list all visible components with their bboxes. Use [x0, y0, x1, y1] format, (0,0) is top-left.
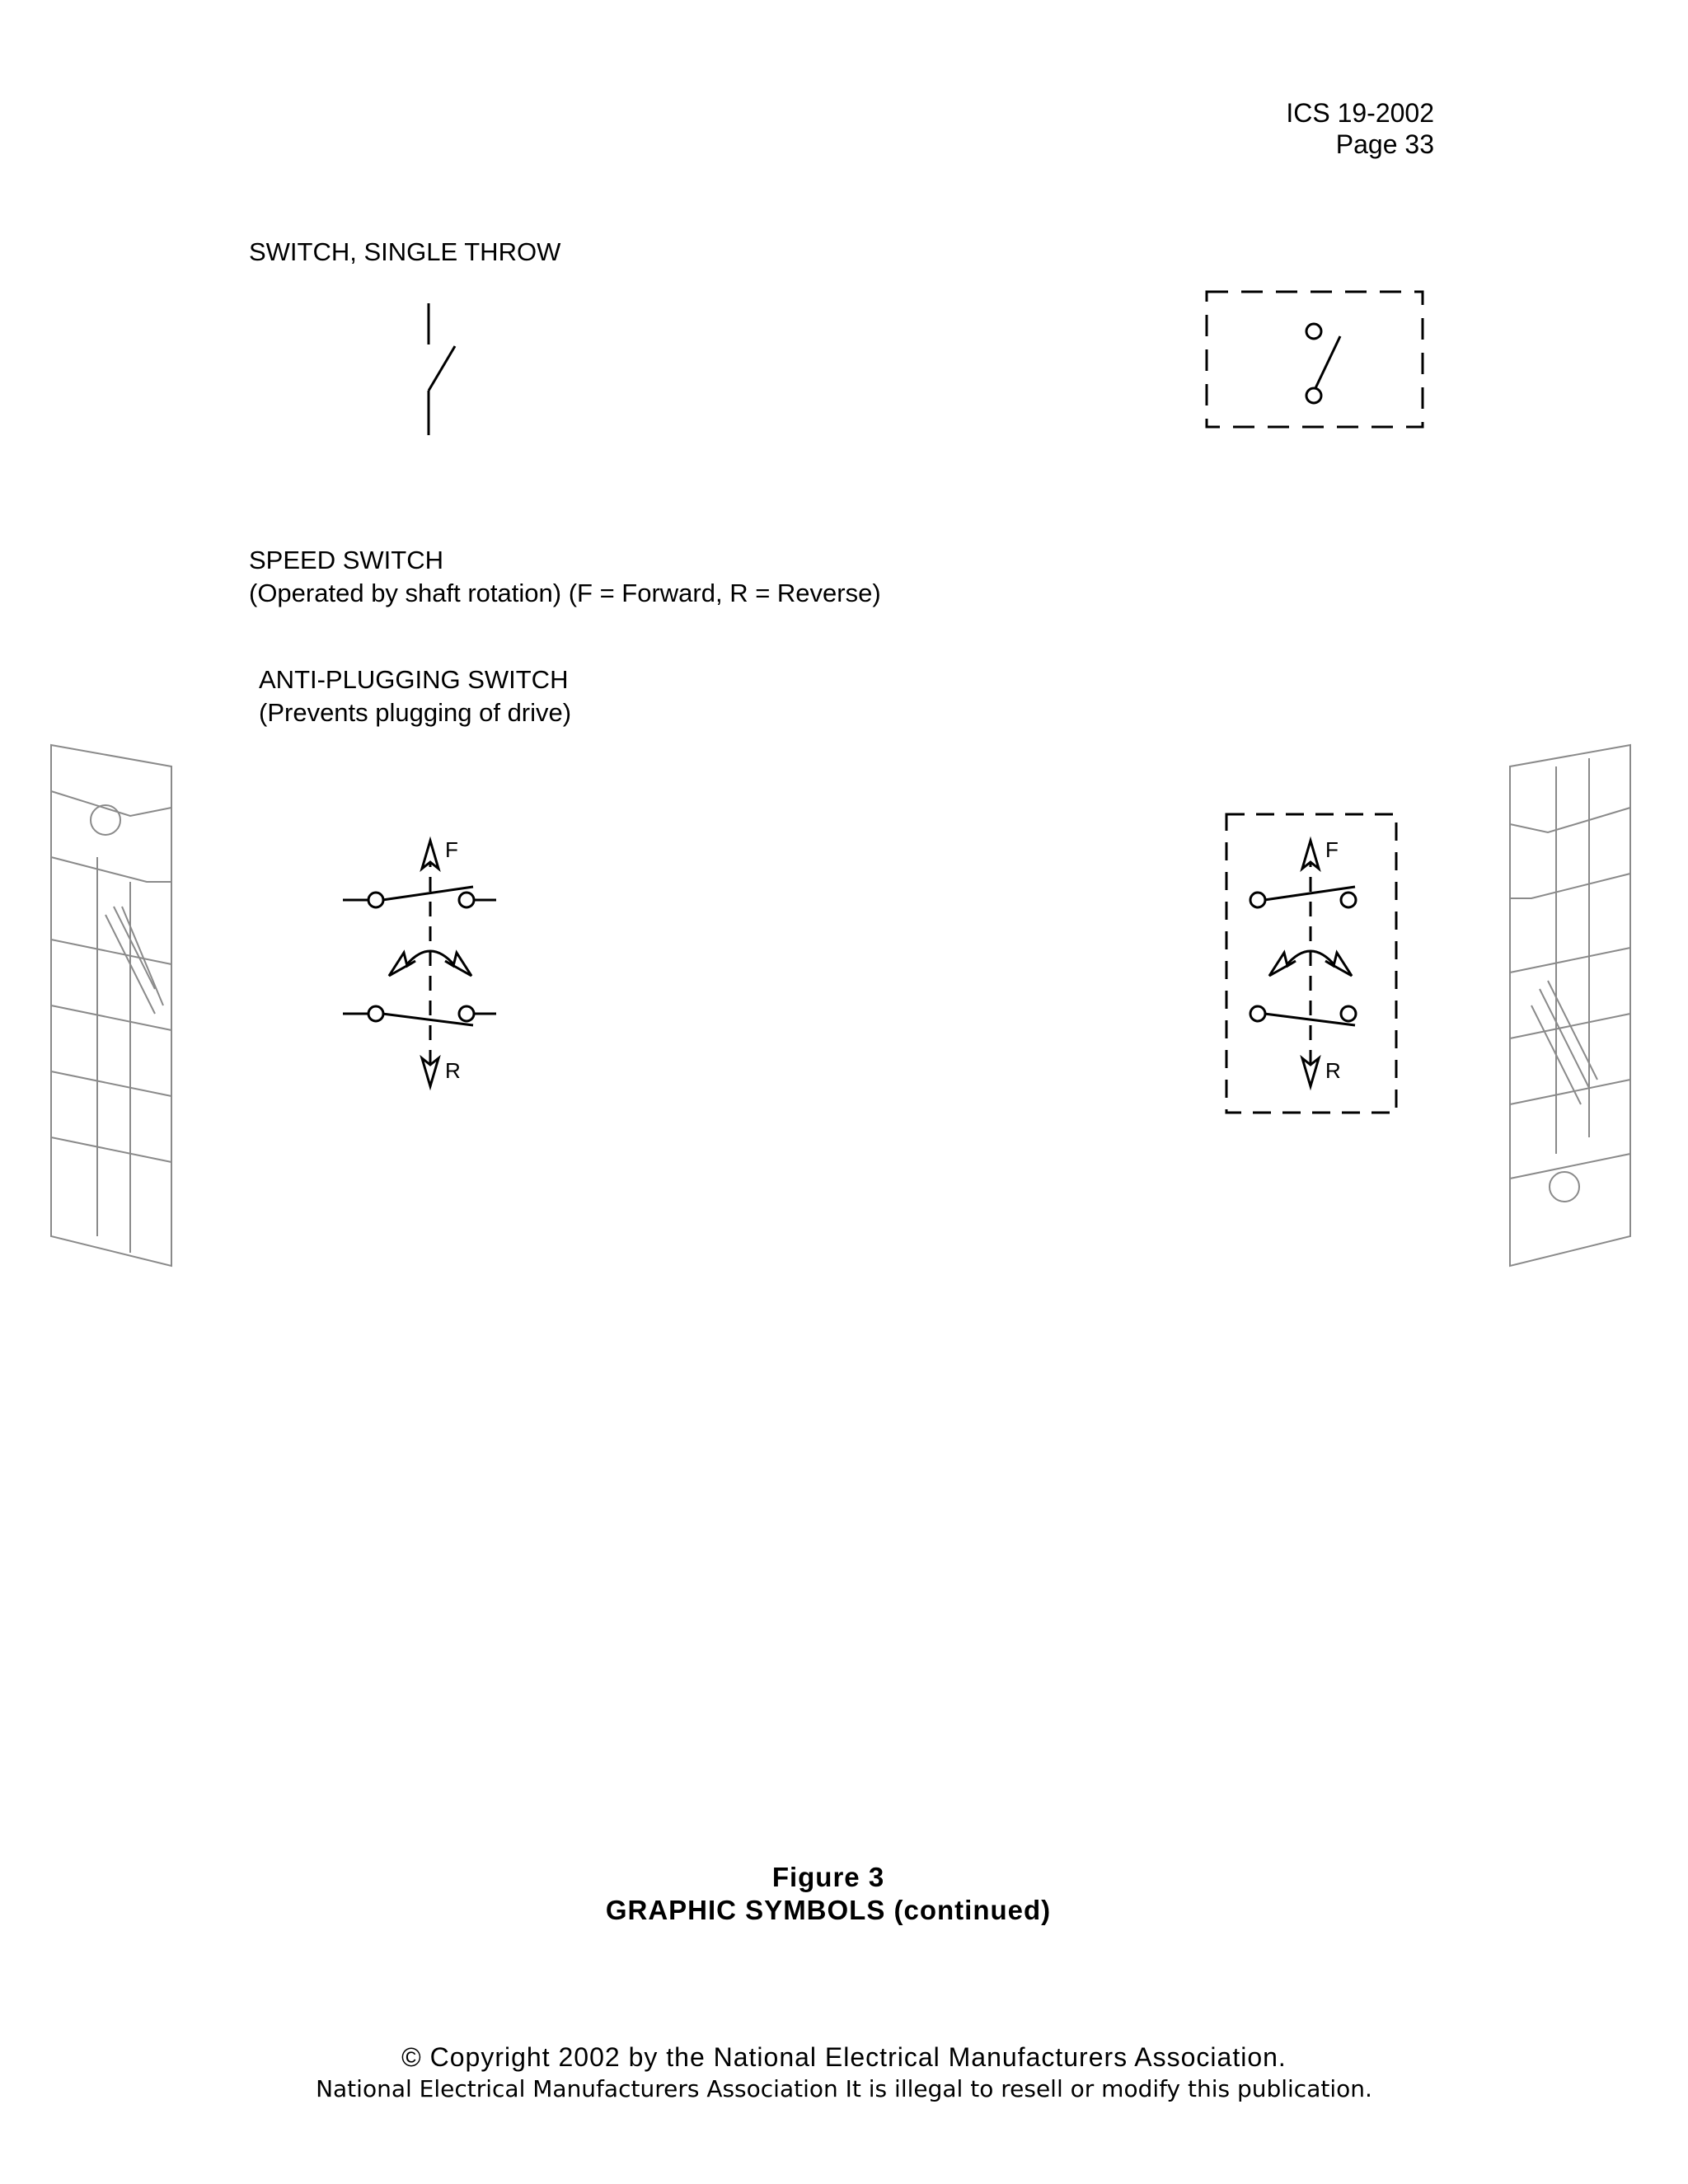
- forward-label-right: F: [1325, 837, 1339, 862]
- single-throw-switch-boxed-symbol: [1203, 288, 1434, 437]
- nema-watermark-left: [48, 742, 180, 1269]
- speed-switch-title: SPEED SWITCH: [249, 546, 443, 574]
- speed-switch-symbol: [330, 824, 528, 1104]
- figure-number: Figure 3: [771, 1862, 885, 1892]
- switch-single-throw-title: SWITCH, SINGLE THROW: [249, 237, 561, 266]
- speed-switch-boxed-symbol: [1220, 808, 1418, 1121]
- anti-plugging-title: ANTI-PLUGGING SWITCH: [259, 665, 569, 694]
- speed-switch-subtitle: (Operated by shaft rotation) (F = Forward, R = Reverse): [249, 579, 881, 607]
- reverse-label-left: R: [445, 1058, 461, 1083]
- page-number: Page 33: [1335, 129, 1434, 159]
- header-block: [1286, 97, 1434, 160]
- single-throw-switch-symbol: [396, 297, 495, 445]
- document-code: ICS 19-2002: [1286, 98, 1434, 128]
- reverse-label-right: R: [1325, 1058, 1341, 1083]
- nema-watermark-right: [1507, 742, 1639, 1269]
- anti-plugging-subtitle: (Prevents plugging of drive): [259, 698, 572, 727]
- copyright-line: © Copyright 2002 by the National Electrical Manufacturers Association.: [401, 2042, 1287, 2072]
- resale-notice: National Electrical Manufacturers Association It is illegal to resell or modify this publication.: [316, 2075, 1372, 2102]
- forward-label-left: F: [445, 837, 458, 862]
- figure-title: GRAPHIC SYMBOLS (continued): [605, 1895, 1052, 1925]
